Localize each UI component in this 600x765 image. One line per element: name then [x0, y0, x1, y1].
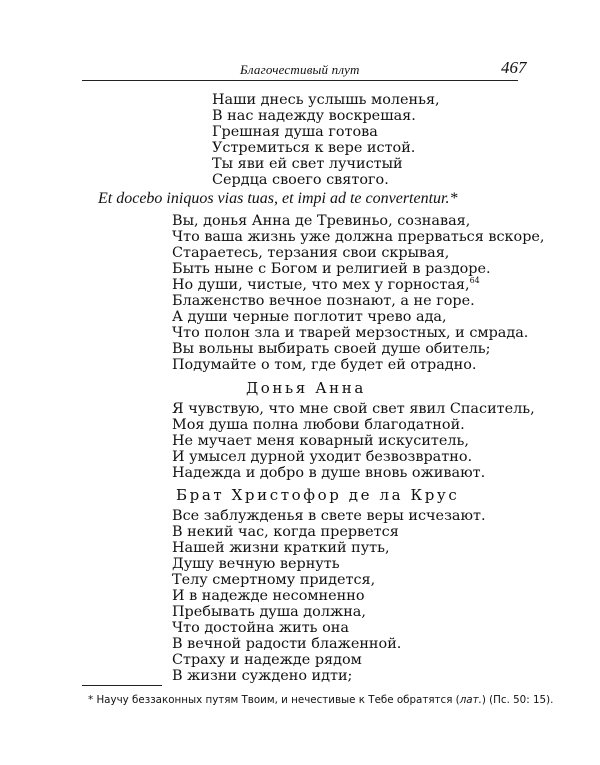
verse-line: Подумайте о том, где будет ей отрадно. [172, 357, 477, 373]
verse-line: Телу смертному придется, [172, 572, 376, 588]
latin-quote: Et docebo iniquos vias tuas, et impi ad te convertentur.* [98, 190, 458, 207]
header-rule [82, 80, 518, 81]
verse-line: Сердца своего святого. [212, 172, 389, 188]
verse-line [172, 277, 480, 293]
verse-line: Вы, донья Анна де Тревиньо, сознавая, [172, 213, 471, 229]
footnote-marker: * [88, 694, 94, 706]
verse-line: Ты яви ей свет лучистый [212, 156, 403, 172]
verse-line: Устремиться к вере истой. [212, 140, 416, 156]
verse-line: И умысел дурной уходит безвозвратно. [172, 449, 473, 465]
verse-line: Вы вольны выбирать своей душе обитель; [172, 341, 491, 357]
footnote-reference: 64 [469, 276, 480, 285]
verse-line-text: Но души, чистые, что мех у горностая, [172, 277, 470, 293]
verse-line: Блаженство вечное познают, а не горе. [172, 293, 475, 309]
footnote-source: ) (Пс. 50: 15). [481, 694, 554, 706]
verse-line: В нас надежду воскрешая. [212, 108, 416, 124]
verse-line: В некий час, когда прервется [172, 524, 399, 540]
verse-line: Я чувствую, что мне свой свет явил Спаситель, [172, 401, 535, 417]
verse-line: Грешная душа готова [212, 124, 378, 140]
footnote-lang: лат. [459, 694, 482, 706]
verse-line: Стараетесь, терзания свои скрывая, [172, 245, 450, 261]
verse-line: Быть ныне с Богом и религией в раздоре. [172, 261, 491, 277]
verse-line: Все заблужденья в свете веры исчезают. [172, 508, 486, 524]
running-header-title: Благочестивый плут [240, 62, 360, 77]
verse-line: А души черные поглотит чрево ада, [172, 309, 447, 325]
verse-line: Наши днесь услышь моленья, [212, 92, 440, 108]
page-number: 467 [501, 58, 527, 77]
verse-line: Что ваша жизнь уже должна прерваться вскоре, [172, 229, 545, 245]
verse-line: Не мучает меня коварный искуситель, [172, 433, 469, 449]
verse-line: Страху и надежде рядом [172, 652, 362, 668]
verse-line: Душу вечную вернуть [172, 556, 340, 572]
verse-line: В вечной радости блаженной. [172, 636, 402, 652]
verse-line: Нашей жизни краткий путь, [172, 540, 390, 556]
verse-line: Моя душа полна любови благодатной. [172, 417, 465, 433]
speaker-name: Брат Христофор де ла Крус [176, 486, 460, 504]
footnote-rule [82, 685, 162, 686]
speaker-name: Донья Анна [246, 379, 366, 397]
verse-line: И в надежде несомненно [172, 588, 365, 604]
verse-line: Что достойна жить она [172, 620, 349, 636]
verse-line: В жизни суждено идти; [172, 668, 353, 684]
footnote [88, 694, 553, 706]
footnote-text: Научу беззаконных путям Твоим, и нечестивые к Тебе обратятся ( [96, 694, 460, 706]
verse-line: Пребывать душа должна, [172, 604, 366, 620]
verse-line: Что полон зла и тварей мерзостных, и смрада. [172, 325, 529, 341]
verse-line: Надежда и добро в душе вновь оживают. [172, 465, 486, 481]
